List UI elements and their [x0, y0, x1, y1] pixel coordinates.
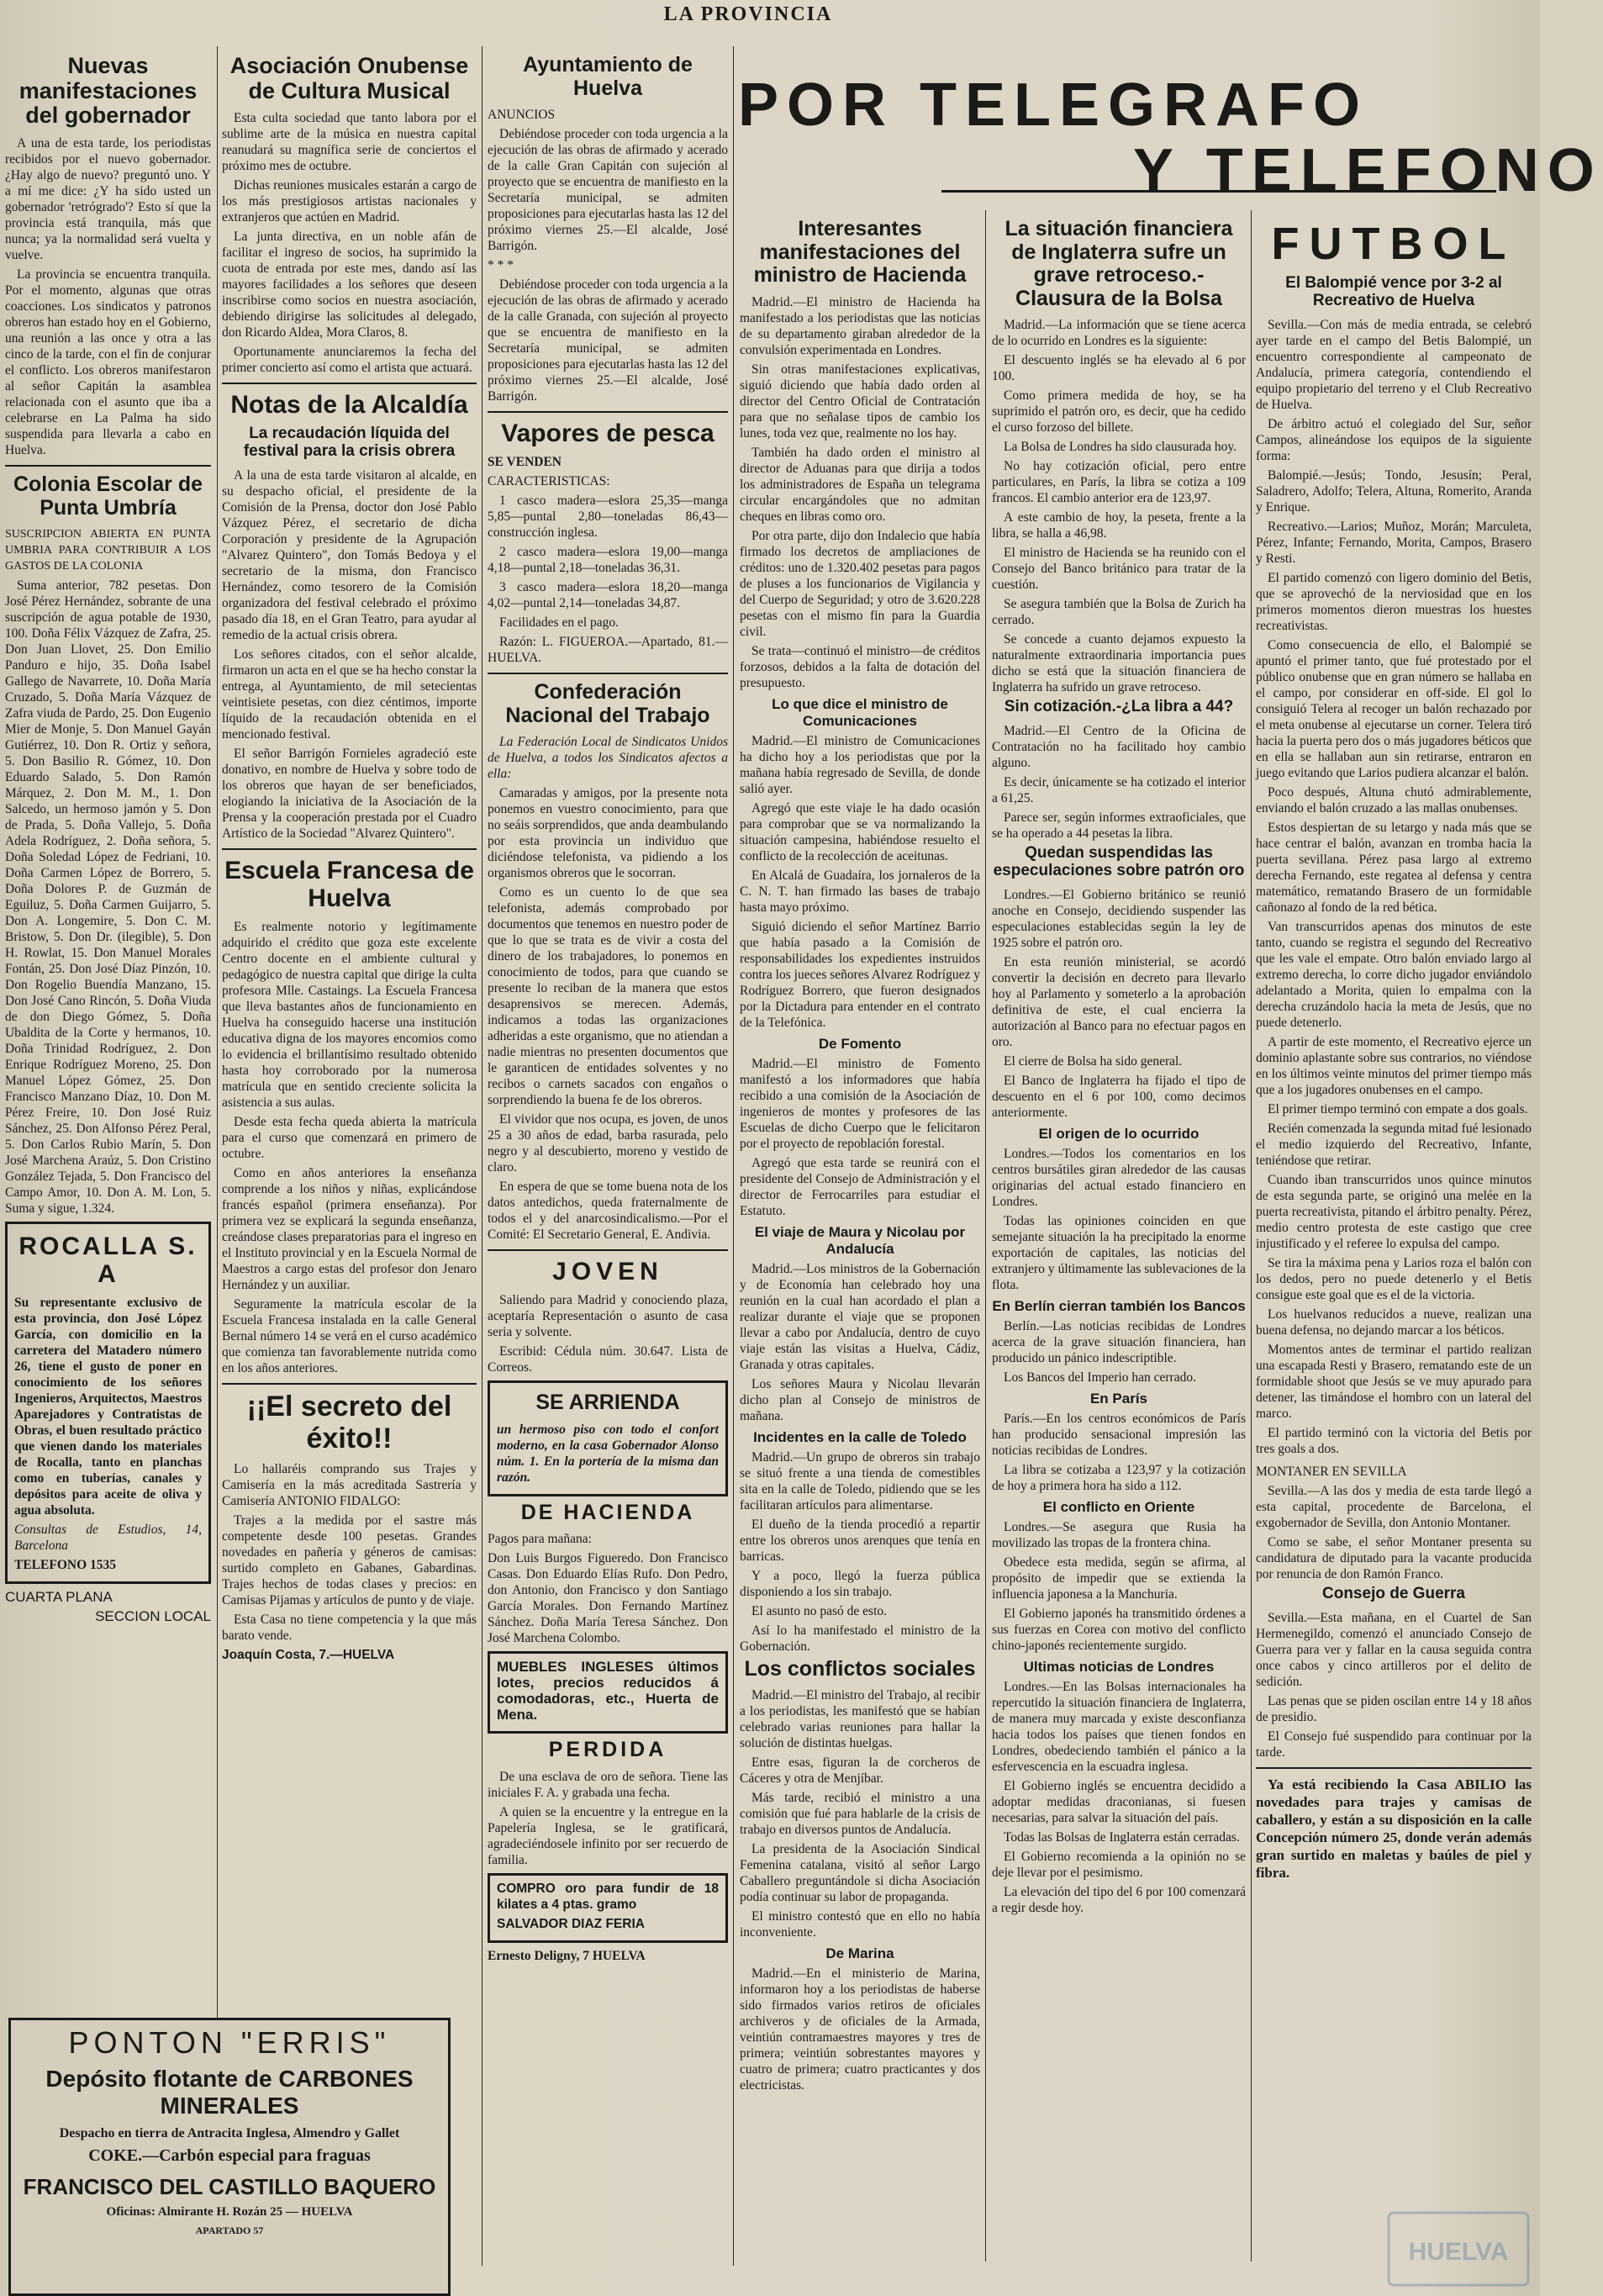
article-text: Como consecuencia de ello, el Balompié se apuntó el primer tanto, que fué protestado por el público onubense que en gran número se hallaba en el campo, por considerar en off-side. El gol lo consiguió Telera al recoger un balón rechazado por el meta onubense al ejecutarse un corner. Telera tiró hacia la puerta pero dos o más jugadores béticos que en ella se hallaban aun sin retirarse, entraron en juego evitando que Larios pudiera alcanzar el balón.: [1256, 637, 1532, 780]
article-text: Sin otras manifestaciones explicativas, siguió diciendo que había dado orden al director del Centro Oficial de Contratación para que no señalase tipos de cambio los lunes, toda vez que, realmente no los hay.: [740, 362, 980, 441]
ad-text: Despacho en tierra de Antracita Inglesa, Almendro y Gallet: [59, 2126, 400, 2140]
abilio-advertisement: Ya está recibiendo la Casa ABILIO las novedades para trajes y camisas de caballero, y están a su disposición en la calle Concepción número 25, donde verán además gran surtido en maletas y baúles de piel y fibra.: [1256, 1776, 1532, 1881]
ad-address: Ernesto Deligny, 7 HUELVA: [488, 1948, 646, 1963]
divider: [488, 1249, 728, 1251]
article-heading: En Berlín cierran también los Bancos: [992, 1297, 1246, 1314]
article-heading: Confederación Nacional del Trabajo: [505, 680, 710, 727]
article-text: El Gobierno inglés se encuentra decidido a adoptar medidas draconianas, si fuesen necesarias, para salvar la situación del país.: [992, 1778, 1246, 1825]
article-text: Se trata—continuó el ministro—de créditos forzosos, debidos a la falta de dotación del presupuesto.: [740, 643, 980, 690]
ad-text: COMPRO oro para fundir de 18 kilates a 4 ptas. gramo: [497, 1881, 719, 1912]
divider: [488, 673, 728, 674]
article-text: Oportunamente anunciaremos la fecha del primer concierto así como el artista que actuará.: [222, 345, 477, 376]
divider: [488, 411, 728, 413]
article-text: Los señores Maura y Nicolau llevarán dicho plan al Consejo de ministros de mañana.: [740, 1376, 980, 1423]
article-text: París.—En los centros económicos de París han producido sensacional impresión las noticias recibidas de Londres.: [992, 1411, 1246, 1458]
article-heading: Notas de la Alcaldía: [230, 391, 468, 420]
ad-text: CARACTERISTICAS:: [488, 474, 610, 488]
ad-address: Joaquín Costa, 7.—HUELVA: [222, 1647, 395, 1662]
article-heading: Nuevas manifestaciones del gobernador: [18, 53, 198, 129]
article-subheading: SUSCRIPCION ABIERTA EN PUNTA UMBRIA PARA CONTRIBUIR A LOS GASTOS DE LA COLONIA: [5, 528, 211, 573]
ad-text: Facilidades en el pago.: [499, 615, 620, 630]
ad-heading: PERDIDA: [548, 1738, 667, 1761]
ad-text: Lo hallaréis comprando sus Trajes y Camisería en la más acreditada Sastrería y Camisería ANTONIO FIDALGO:: [222, 1461, 477, 1508]
section-heading: FUTBOL: [1271, 219, 1516, 269]
column-divider: [985, 210, 986, 2262]
section-banner: [738, 71, 1603, 204]
page-label: CUARTA PLANA: [5, 1589, 113, 1606]
article-text: Balompié.—Jesús; Tondo, Jesusín; Peral, Saladrero, Adolfo; Telera, Altuna, Romerito, Aranda y Enrique.: [1256, 467, 1532, 515]
article-text: Poco después, Altuna chutó admirablemente, enviando el balón cruzado a las mallas onubenses.: [1256, 784, 1532, 815]
article-heading: El Balompié vence por 3-2 al Recreativo de Huelva: [1285, 274, 1502, 309]
article-text: El ministro de Hacienda se ha reunido con el Consejo del Banco británico para tratar de la cuestión.: [992, 546, 1246, 592]
article-heading: Ayuntamiento de Huelva: [523, 53, 693, 100]
separator: * * *: [488, 258, 514, 272]
article-text: Más tarde, recibió el ministro a una comisión que fué para hablarle de la crisis de trabajo en diversos puntos de Andalucía.: [740, 1791, 980, 1837]
article-text: Todas las Bolsas de Inglaterra están cerradas.: [1004, 1829, 1240, 1845]
article-text: Debiéndose proceder con toda urgencia a la ejecución de las obras de afirmado y acerado de la calle Granada, con sujeción al proyecto que se encuentra de manifiesto en la Secretaría municipal, se admiten proposiciones para ejecutarlas hasta las 12 del próximo viernes 25.—El alcalde, José Barrigón.: [488, 277, 728, 404]
banner-rule: [941, 190, 1496, 193]
article-text: En esta reunión ministerial, se acordó convertir la decisión en decreto para llevarlo hoy al Parlamento y someterlo a la aprobación definitiva de este, el cual encierra la autorización al Banco para no efectuar pagos en oro.: [992, 954, 1246, 1049]
ad-text: MUEBLES INGLESES últimos lotes, precios reducidos á comodadoras, etc., Huerta de Mena.: [497, 1659, 719, 1723]
article-text: Sevilla.—A las dos y media de esta tarde llegó a esta capital, procedente de Barcelona, el exgobernador de Sevilla, don Antonio Montaner.: [1256, 1483, 1532, 1530]
muebles-advertisement: [488, 1651, 728, 1734]
article-text: Parece ser, según informes extraoficiales, que se ha operado a 44 pesetas la libra.: [992, 810, 1246, 841]
article-heading: La situación financiera de Inglaterra sufre un grave retroceso.-Clausura de la Bolsa: [1005, 217, 1233, 310]
donor-list: Suma anterior, 782 pesetas. Don José Pérez Hernández, sobrante de una suscripción de agua potable de 1930, 100. Doña Félix Vázquez de Zafra, 25. Don Juan Llovet, 25. Don Emilio Pandurо e hijo, 35. Doña Isabel Gallego de Navarrete, 10. Doña María Cruzado, 5. Doña María Vázquez de Zafra viuda de Pardo, 25. Don Eugenio Mier de Monje, 5. Don Manuel Gayán Gutiérrez, 10. Don R. Ortiz y señora, 5. Don Basilio R. Gómez, 10. Don Eduardo Salado, 5. Don Ramón Márquez, 2. Don M. M., 1. Don Salcedo, un hermoso jamón y 5. Don de Prada, 5. Doña Vallejo, 5. Doña Adela Rodríguez, 2. Doña señora, 5. Doña Soledad López de Fedriani, 10. Doña Carmen López de Borrero, 5. Doña Dolores P. de Guzmán de Eguiluz, 5. Doña Carmen Guijarro, 5. Don A. Longemire, 5. Don C. M. Bristow, 5. Don Dr. (ilegible), 5. Don H. Rowlat, 15. Don Manuel Morales Fontán, 25. Don José Díaz Pinzón, 10. Don Rogelio Buendía Manzano, 15. Don José Cano Rincón, 5. Doña Viuda de don Diego Gómez, 5. Doña Ubaldita de la Corte y hermanos, 10. Doña Trinidad Rodríguez, 2. Don Enrique Rodríguez Moreno, 25. Don Manuel López Gómez, 25. Don Francisco Manzano Díaz, 10. Don M. Pérez Freire, 10. Don José Ruiz Sánchez, 25. Don Alfonso Pérez Peral, 5. Don Carlos Rubio Marín, 5. Don José Marchena Araúz, 5. Don Cristino González Tejada, 5. Don Francisco del Campo Amor, 10. Don A. M. Lon, 5. Suma y sigue, 1.324.: [5, 578, 211, 1217]
ad-postbox: APARTADO 57: [195, 2225, 264, 2236]
article-text: También ha dado orden el ministro al director de Aduanas para que dirija a todos los administradores de España un telegrama circular encargándoles que no admitan cheques en libras como oro.: [740, 445, 980, 524]
ad-text: Pagos para mañana:: [488, 1532, 592, 1546]
payee-list: Don Luis Burgos Figueredo. Don Francisco Casas. Don Eduardo Elías Rufo. Don Pedro, don Antonio, don Francisco y don Santiago García Morales. Don Fernando Martínez Sánchez. Doña María Teresa Sánchez. Don José Marchena Colombo.: [488, 1551, 728, 1645]
article-text: A la una de esta tarde visitaron al alcalde, en su despacho oficial, el presidente de la Comisión de la Prensa, doctor don José Pablo Vázquez Pérez, el secretario de dicha Corporación y presidente de la Agrupación "Alvarez Quintero", don Tomás Bedoya y el secretario de la misma, don Francisco Hernández, como tesorero de la Comisión organizadora del festival celebrado el próximo pasado día 18, en el Gran Teatro, para ayudar al remedio de la actual crisis obrera.: [222, 468, 477, 643]
ad-text: 2 casco madera—eslora 19,00—manga 4,18—puntal 2,18—toneladas 36,31.: [488, 545, 728, 575]
article-text: El Gobierno recomienda a la opinión no se deje llevar por el pesimismo.: [992, 1849, 1246, 1880]
article-text: El partido terminó con la victoria del Betis por tres goals a dos.: [1256, 1425, 1532, 1456]
article-subheading: La recaudación líquida del festival para la crisis obrera: [243, 425, 456, 461]
article-heading: Escuela Francesa de Huelva: [224, 857, 474, 913]
article-heading: Interesantes manifestaciones del ministro de Hacienda: [753, 217, 967, 287]
article-text: Por otra parte, dijo don Indalecio que había firmado los decretos de ampliaciones de créditos: uno de 1.320.402 pesetas para pagos de pluses a los funcionarios de Vigilancia y del Cuerpo de Seguridad; y otro de 3.620.228 pesetas con el mismo fin para la Guardia civil.: [740, 528, 980, 639]
article-text: Madrid.—Los ministros de la Gobernación y de Economía han celebrado hoy una reunión en la cual han acordado el plan a realizar durante el viaje que se proponen llevar a cabo por Andalucía, dentro de cuyo viaje están las visitas a Huelva, Cádiz, Granada y otras capitales.: [740, 1261, 980, 1372]
article-text: Como primera medida de hoy, se ha suprimido el patrón oro, es decir, que ha cedido el curso forzoso del billete.: [992, 388, 1246, 435]
ad-text: Su representante exclusivo de esta provincia, don José López García, con domicilio en la carretera del Matadero número 26, tiene el gusto de poner en conocimiento de los señores Ingenieros, Arquitectos, Maestros Aparejadores y Contratistas de Obras, el buen resultado práctico que vienen dando los materiales de Rocalla, tanto en planchas como en tuberías, canales y depósitos para aceite de oliva y agua absoluta.: [14, 1296, 202, 1518]
archive-stamp: [1387, 2211, 1530, 2287]
article-text: Y a poco, llegó la fuerza pública disponiendo a los sin trabajo.: [740, 1568, 980, 1599]
column-3: [488, 50, 728, 2287]
article-text: Madrid.—La información que se tiene acerca de lo ocurrido en Londres es la siguiente:: [992, 318, 1246, 348]
ad-text: Esta Casa no tiene competencia y la que más barato vende.: [222, 1612, 477, 1643]
article-text: El vividor que nos ocupa, es joven, de unos 25 a 30 años de edad, barba rasurada, pelo negro y al descubierto, moreno y vestido de claro.: [488, 1112, 728, 1174]
ponton-erris-advertisement: [8, 2018, 451, 2296]
article-text: Camaradas y amigos, por la presente nota ponemos en vuestro conocimiento, para que no seáis sorprendidos, que anda deambulando por esta provincia un individuo que diciéndose telefonista, va pidiendo a los organismos obreros que le socorran.: [488, 786, 728, 880]
article-text: Se concede a cuanto dejamos expuesto la naturalmente extraordinaria importancia pues dicho se está que la situación financiera de Inglaterra ha sufrido un grave retroceso.: [992, 632, 1246, 694]
article-text: Los huelvanos reducidos a nueve, realizan una buena defensa, no dejando marcar a los béticos.: [1256, 1306, 1532, 1338]
article-text: Siguió diciendo el señor Martínez Barrio que había pasado a la Comisión de responsabilidades los expedientes instruidos contra los jueces señores Alvarez Rodríguez y Rodríguez Borrero, que fueron designados por la Dictadura para entender en el contrato de la Telefónica.: [740, 919, 980, 1030]
rocalla-advertisement: [5, 1222, 211, 1584]
article-text: Madrid.—El ministro de Comunicaciones ha dicho hoy a los periodistas que por la mañana había regresado de Sevilla, de donde salió ayer.: [740, 733, 980, 796]
article-text: Se tira la máxima pena y Larios roza el balón con los dedos, pero no puede detenerlo y el Betis consigue este goal que es el de la victoria.: [1256, 1255, 1532, 1302]
article-text: Madrid.—El ministro de Hacienda ha manifestado a los periodistas que las noticias de su departamento giraban alrededor de la convulsión experimentada en Londres.: [740, 294, 980, 357]
article-text: Londres.—Todos los comentarios en los centros bursátiles giran alrededor de las causas originarias del actual estado financiero en Londres.: [992, 1146, 1246, 1209]
article-text: Berlín.—Las noticias recibidas de Londres acerca de la grave situación financiera, han producido un pánico indescriptible.: [992, 1318, 1246, 1365]
article-text: Cuando iban transcurridos unos quince minutos de esta segunda parte, se originó una melée en la puerta recreativista, pitando el árbitro penalty. Pérez, medio centro protesta de este castigo que cree injustificado y el referee lo expulsa del campo.: [1256, 1172, 1532, 1251]
article-heading: El viaje de Maura y Nicolau por Andalucía: [754, 1223, 966, 1257]
ad-text: 1 casco madera—eslora 25,35—manga 5,85—puntal 2,80—toneladas 86,43—construcción inglesa.: [488, 494, 728, 540]
ad-address: Oficinas: Almirante H. Rozán 25 — HUELVA: [106, 2205, 353, 2219]
article-heading: Consejo de Guerra: [1322, 1584, 1465, 1602]
section-label: ANUNCIOS: [488, 108, 556, 122]
article-heading: El conflicto en Oriente: [1042, 1498, 1195, 1515]
article-text: Como se sabe, el señor Montaner presenta su candidatura de diputado para la vacante producida por renuncia de don Ramón Franco.: [1256, 1534, 1532, 1581]
ad-phone: TELEFONO 1535: [14, 1558, 117, 1573]
article-text: Desde esta fecha queda abierta la matrícula para el curso que comenzará en primero de octubre.: [222, 1115, 477, 1162]
article-text: Debiéndose proceder con toda urgencia a la ejecución de las obras de afirmado y acerado de la calle Gran Capitán con sujeción al proyecto que se encuentra de manifiesto en la Secretaría municipal, se admiten proposiciones para ejecutarlas hasta las 12 del próximo viernes 25.—El alcalde, José Barrigón.: [488, 127, 728, 253]
masthead: LA PROVINCIA: [663, 3, 833, 25]
divider: [222, 1383, 477, 1385]
banner-line: Y TELEFONO: [1133, 137, 1603, 204]
ad-title: PONTON "ERRIS": [68, 2025, 391, 2060]
article-heading: De Marina: [825, 1945, 894, 1961]
article-text: Londres.—En las Bolsas internacionales ha repercutido la situación financiera de Inglaterra, de manera muy marcada y existe desconfianza hacia todos los países que tienen fondos en Londres, obedeciendo también el pánico a la esfervescencia en la escuadra inglesa.: [992, 1679, 1246, 1774]
article-text: El descuento inglés se ha elevado al 6 por 100.: [992, 353, 1246, 383]
article-text: Se asegura también que la Bolsa de Zurich ha cerrado.: [992, 597, 1246, 627]
article-text: Los señores citados, con el señor alcalde, firmaron un acta en el que se ha hecho constar la entrega, al Ayuntamiento, de mil setecientas veintisiete pesetas, con diez céntimos, importe líquido de la recaudación obtenida en el mencionado festival.: [222, 647, 477, 742]
article-text: Agregó que esta tarde se reunirá con el presidente del Consejo de Administración y el director de Ferrocarriles para estudiar el Estatuto.: [740, 1155, 980, 1218]
article-text: Dichas reuniones musicales estarán a cargo de los más prestigiosos artistas nacionales y extranjeros que actúen en Madrid.: [222, 178, 477, 225]
article-text: El Gobierno japonés ha transmitido órdenes a sus fuerzas en Corea con motivo del conflicto chino-japonés recientemente surgido.: [992, 1606, 1246, 1653]
article-text: El cierre de Bolsa ha sido general.: [1004, 1053, 1183, 1069]
article-text: La Bolsa de Londres ha sido clausurada hoy.: [1004, 440, 1237, 454]
article-text: Las penas que se piden oscilan entre 14 y 18 años de presidio.: [1256, 1693, 1532, 1724]
article-heading: Vapores de pesca: [501, 420, 714, 447]
article-heading: Ultimas noticias de Londres: [1023, 1658, 1215, 1675]
article-text: A una de esta tarde, los periodistas recibidos por el nuevo gobernador. ¿Hay algo de nuevo? preguntó uno. Y a mí me dice: ¿Y ha sido usted un gobernador 'retrógrado'? Esto sí que la provincia está tranquila, más que nunca; ya la normalidad será vuelta y vuelve.: [5, 136, 211, 263]
article-text: Recreativo.—Larios; Muñoz, Morán; Marculeta, Pérez, Infante; Fernando, Morita, Campos, Brasero y Resti.: [1256, 519, 1532, 566]
article-text: Seguramente la matrícula escolar de la Escuela Francesa instalada en la calle General Bernal número 14 se verá en el curso académico que comienza tan favorablemente nutrida como en los años anteriores.: [222, 1297, 477, 1376]
article-text: A partir de este momento, el Recreativo ejerce un dominio aplastante sobre sus contrarios, no viéndose en los últimos veinte minutos del primer tiempo más que a los jugadores onubenses en el campo.: [1256, 1034, 1532, 1097]
article-text: De árbitro actuó el colegiado del Sur, señor Campos, alineándose los equipos de la siguiente forma:: [1256, 416, 1532, 463]
article-heading: Incidentes en la calle de Toledo: [753, 1428, 967, 1445]
article-text: La provincia se encuentra tranquila. Por el momento, algunas que otras coacciones. Los sindicatos y patronos obreros han estado hoy en el Gobierno, una reunión a las once y otra a las cinco de la tarde, con el fin de conjurar el conflicto. Los obreros manifestaron al señor Capitán la asamblea relacionada con el asunto que iba a celebrarse en La Palma ha sido suspendida para llevarla a cabo en Huelva.: [5, 267, 211, 458]
article-text: La elevación del tipo del 6 por 100 comenzará a regir desde hoy.: [992, 1884, 1246, 1915]
article-text: El ministro contestó que en ello no había inconveniente.: [740, 1909, 980, 1940]
ad-heading: DE HACIENDA: [520, 1500, 695, 1524]
article-heading: Quedan suspendidas las especulaciones sobre patrón oro: [993, 843, 1245, 879]
column-5: [992, 214, 1246, 2266]
article-text: Como en años anteriores la enseñanza comprende a los niños y niñas, explicándose francés español (primera enseñanza). Por primera vez se explicará la segunda enseñanza, creándose clases preparatorias para el ingreso en el Instituto provincial y en la Escuela Normal de Maestros a cargo estas del profesor don Jenaro Hernández y un auxiliar.: [222, 1166, 477, 1293]
article-text: Sevilla.—Con más de media entrada, se celebró ayer tarde en el campo del Betis Balompié, un encuentro correspondiente al campeonato de Andalucía, primera categoría, contendiendo el equipo propietario del terreno y el Club Recreativo de Huelva.: [1256, 317, 1532, 412]
article-text: El asunto no pasó de esto.: [751, 1603, 888, 1618]
article-text: Madrid.—El ministro del Trabajo, al recibir a los periodistas, les manifestó que se habían celebrado varias reuniones para hallar la solución de distintas huelgas.: [740, 1688, 980, 1750]
column-divider: [1251, 210, 1252, 2262]
article-text: El señor Barrigón Fornieles agradeció este donativo, en nombre de Huelva y sobre todo de los obreros que hayan de ser beneficiados, elogiando la iniciativa de la Asociación de la Prensa y la cooperación prestada por el Cuadro Artístico de la Sociedad "Alvarez Quintero".: [222, 747, 477, 842]
ad-owner: FRANCISCO DEL CASTILLO BAQUERO: [23, 2174, 436, 2199]
article-lead: La Federación Local de Sindicatos Unidos de Huelva, a todos los Sindicatos afectos a ella:: [488, 735, 728, 781]
article-text: Como es un cuento lo de que sea telefonista, además comprobado por documentos que tenemos en nuestro poder de que lo que se trata es de vivir a costa del dinero de los trabajadores, lo ponemos en conocimiento de todos, para que cuando se presente lo reciban de la manera que estos desaprensivos se merecen. Además, indicamos a todas las organizaciones adheridas a este organismo, que no atiendan a nadie mientras no presenten documentos que le garanticen de entidades solventes y no recibos o carnets sacados con engaños o sorprendiendo la buena fe de los obreros.: [488, 885, 728, 1107]
column-4: [740, 214, 980, 2266]
article-heading: De Fomento: [818, 1035, 902, 1052]
ad-text: un hermoso piso con todo el confort moderno, en la casa Gobernador Alonso núm. 1. En la portería de la misma dan razón.: [497, 1422, 719, 1485]
article-text: El Banco de Inglaterra ha fijado el tipo de descuento en el 6 por 100, como decimos anteriormente.: [992, 1073, 1246, 1120]
article-heading: Colonia Escolar de Punta Umbría: [13, 472, 203, 520]
article-text: Van transcurridos apenas dos minutos de este tanto, cuando se registra el segundo del Recreativo que les vale el empate. Otro balón enviado largo al extremo derecha, lo corre dicho jugador enviándolo adelantado a Morita, quien lo empalma con la derecha cruzándolo hacia la meta de Jesús, que no puede detenerlo.: [1256, 919, 1532, 1030]
ad-text: COKE.—Carbón especial para fraguas: [88, 2146, 371, 2165]
article-text: A este cambio de hoy, la peseta, frente a la libra, se halla a 46,98.: [992, 510, 1246, 541]
ad-title: ROCALLA S. A: [18, 1232, 198, 1289]
ad-address: Consultas de Estudios, 14, Barcelona: [14, 1523, 202, 1554]
article-heading: Lo que dice el ministro de Comunicaciones: [772, 695, 948, 729]
ad-heading: SE ARRIENDA: [535, 1391, 680, 1414]
article-text: Madrid.—Un grupo de obreros sin trabajo se situó frente a una tienda de comestibles sita en la calle de Toledo, pidiendo que se les facilitaran artículos para alimentarse.: [740, 1449, 980, 1512]
ad-subtitle: SE VENDEN: [488, 455, 562, 469]
divider: [222, 848, 477, 850]
divider: [5, 465, 211, 467]
article-text: Entre esas, figuran la de corcheros de Cáceres y otra de Menjíbar.: [740, 1755, 980, 1786]
ad-text: De una esclava de oro de señora. Tiene las iniciales F. A. y grabada una fecha.: [488, 1769, 728, 1800]
compro-advertisement: [488, 1873, 728, 1943]
column-divider: [733, 46, 734, 2266]
column-1: [5, 50, 211, 2009]
article-heading: Los conflictos sociales: [744, 1656, 976, 1681]
article-text: Momentos antes de terminar el partido realizan una escapada Resti y Brasero, rematando este de un formidable shoot que Jesús se ve muy apurado para detener, las timándose el hombro con un lateral del marco.: [1256, 1342, 1532, 1421]
ad-text: 3 casco madera—eslora 18,20—manga 4,02—puntal 2,14—toneladas 34,87.: [488, 580, 728, 610]
article-text: En Alcalá de Guadaíra, los jornaleros de la C. N. T. han firmado las bases de trabajo hasta mayo próximo.: [740, 868, 980, 915]
column-2: [222, 50, 477, 2009]
article-text: La junta directiva, en un noble afán de facilitar el ingreso de socios, ha suprimido la cuota de entrada por este mes, dando así las mayores facilidades a los señores que deseen inscribirse como socios en nuestra asociación, debiendo dirigirse las solicitudes al delegado, don Ricardo Aldea, Mora Claros, 8.: [222, 230, 477, 340]
article-heading: Asociación Onubense de Cultura Musical: [229, 53, 469, 103]
article-text: El Consejo fué suspendido para continuar por la tarde.: [1256, 1729, 1532, 1760]
article-text: Es realmente notorio y legítimamente adquirido el crédito que goza este excelente Centro docente en el ambiente cultural y pedagógico de nuestra capital que dirige la culta profesora Mlle. Castaings. La Escuela Francesa que lleva bastantes años de funcionamiento en Huelva ha conseguido hacerse una institución educativa digna de los mayores encomios como lo evidencia el brillantísimo resultado obtenido hasta hoy corroborado por la numerosa matrícula que en sentido creciente solicita la asistencia a sus aulas.: [222, 920, 477, 1111]
article-text: En espera de que se tome buena nota de los datos antedichos, queda fraternalmente de todos el y del anarcosindicalismo.—Por el Comité: El Secretario General, E. Andivia.: [488, 1180, 728, 1242]
ad-text: Razón: L. FIGUEROA.—Apartado, 81.—HUELVA.: [488, 635, 728, 665]
article-heading: En París: [1089, 1390, 1148, 1407]
article-text: Londres.—Se asegura que Rusia ha movilizado las tropas de la frontera china.: [992, 1519, 1246, 1550]
article-text: Londres.—El Gobierno británico se reunió anoche en Consejo, decidiendo suspender las especulaciones establecidas según la ley de 1925 sobre el patrón oro.: [992, 887, 1246, 950]
article-text: Sevilla.—Esta mañana, en el Cuartel de San Hermenegildo, comenzó el anunciado Consejo de Guerra para ver y fallar en la causa seguida contra once cabos y cinco artilleros por el delito de sedición.: [1256, 1610, 1532, 1689]
divider: [222, 383, 477, 384]
ad-text: Escribid: Cédula núm. 30.647. Lista de Correos.: [488, 1344, 728, 1375]
article-text: Madrid.—En el ministerio de Marina, informaron hoy a los periodistas de haberse sido firmados varios retiros de oficiales archiveros y de oficiales de la Armada, veintiún contramaestres mayores y tres de primera; veintiún sobrestantes mayores y cuatro de primera; cuatro practicantes y dos electricistas.: [740, 1966, 980, 2093]
article-heading: MONTANER EN SEVILLA: [1256, 1464, 1407, 1479]
article-text: El partido comenzó con ligero dominio del Betis, que se aprovechó de la nerviosidad que en los primeros momentos dieron muestras los huestes recreativistas.: [1256, 570, 1532, 633]
column-divider: [217, 46, 218, 2266]
ad-heading: JOVEN: [552, 1258, 663, 1285]
ad-text: Trajes a la medida por el sastre más competente desde 100 pesetas. Grandes novedades en pañería y géneros de camisas: surtido completo en Gabanes, Gabardinas. Trajes hechos de todas clases y precios: en Camisas Pijamas y artículos de punto y de viaje.: [222, 1512, 477, 1607]
article-text: Así lo ha manifestado el ministro de la Gobernación.: [740, 1623, 980, 1654]
article-text: El primer tiempo terminó con empate a dos goals.: [1268, 1101, 1528, 1116]
column-6: [1256, 214, 1532, 2198]
article-text: Obedece esta medida, según se afirma, al propósito de impedir que se extienda la influencia japonesa a la Manchuria.: [992, 1554, 1246, 1602]
ad-subtitle: Depósito flotante de CARBONES MINERALES: [45, 2066, 414, 2119]
article-text: Madrid.—El ministro de Fomento manifestó a los informadores que había recibido a una comisión de la Asociación de ingenieros de montes y profesores de las Escuelas de dicho Cuerpo que le felicitaron por el proyecto de repoblación forestal.: [740, 1056, 980, 1151]
article-text: Esta culta sociedad que tanto labora por el sublime arte de la música en nuestra capital reanudará su magnífica serie de conciertos el próximo mes de octubre.: [222, 111, 477, 174]
ad-owner: SALVADOR DIAZ FERIA: [497, 1916, 645, 1931]
article-text: Los Bancos del Imperio han cerrado.: [1004, 1370, 1196, 1385]
article-text: Es decir, únicamente se ha cotizado el interior a 61,25.: [992, 774, 1246, 805]
article-heading: Sin cotización.-¿La libra a 44?: [1004, 698, 1234, 715]
article-heading: El origen de lo ocurrido: [1038, 1125, 1200, 1142]
stamp-text: HUELVA: [1408, 2238, 1509, 2266]
divider: [1256, 1767, 1532, 1769]
article-text: La libra se cotizaba a 123,97 y la cotización de hoy a primera hora ha sido a 112.: [992, 1462, 1246, 1493]
article-text: Todas las opiniones coinciden en que semejante situación la ha precipitado la enorme exportación de capitales, las noticias del extranjero y últimamente las sublevaciones de la flota.: [992, 1213, 1246, 1292]
ad-text: A quien se la encuentre y la entregue en la Papelería Inglesa, se le gratificará, agradeciéndosele infinito por ser recuerdo de familia.: [488, 1804, 728, 1867]
article-text: La presidenta de la Asociación Sindical Femenina catalana, visitó al señor Largo Caballero preguntándole si dicha Asociación podía continuar su labor de propaganda.: [740, 1842, 980, 1904]
article-text: Madrid.—El Centro de la Oficina de Contratación no ha facilitado hoy cambio alguno.: [992, 723, 1246, 770]
article-text: Recién comenzada la segunda mitad fué lesionado el medio izquierdo del Recreativo, Infante, teniéndose que retirar.: [1256, 1121, 1532, 1168]
ad-text: Saliendo para Madrid y conociendo plaza, aceptaría Representación o asunto de casa seria y solvente.: [488, 1293, 728, 1339]
arriendo-advertisement: [488, 1380, 728, 1496]
article-text: El dueño de la tienda procedió a repartir entre los obreros unos arenques que tenía en barricas.: [740, 1517, 980, 1564]
section-label: SECCION LOCAL: [95, 1608, 211, 1625]
article-text: No hay cotización oficial, pero entre particulares, en París, la libra se cotiza a 109 francos. El cambio anterior era de 123,97.: [992, 459, 1246, 505]
article-text: Estos despiertan de su letargo y nada más que se hace centrar el balón, avanzan en tromba hacia la puerta sevillana. Pérez pasa largo al extremo derecha Fernando, este regatea al defensa y centra matemático, rematando Brasero de un formidable cañonazo al fondo de la red bética.: [1256, 820, 1532, 915]
banner-line: POR TELEGRAFO: [738, 71, 1369, 139]
ad-heading: ¡¡El secreto del éxito!!: [246, 1391, 452, 1454]
article-text: Agregó que este viaje le ha dado ocasión para comprobar que se va normalizando la situación campesina, habiéndose resuelto el conflicto de la recolección de aceitunas.: [740, 800, 980, 863]
